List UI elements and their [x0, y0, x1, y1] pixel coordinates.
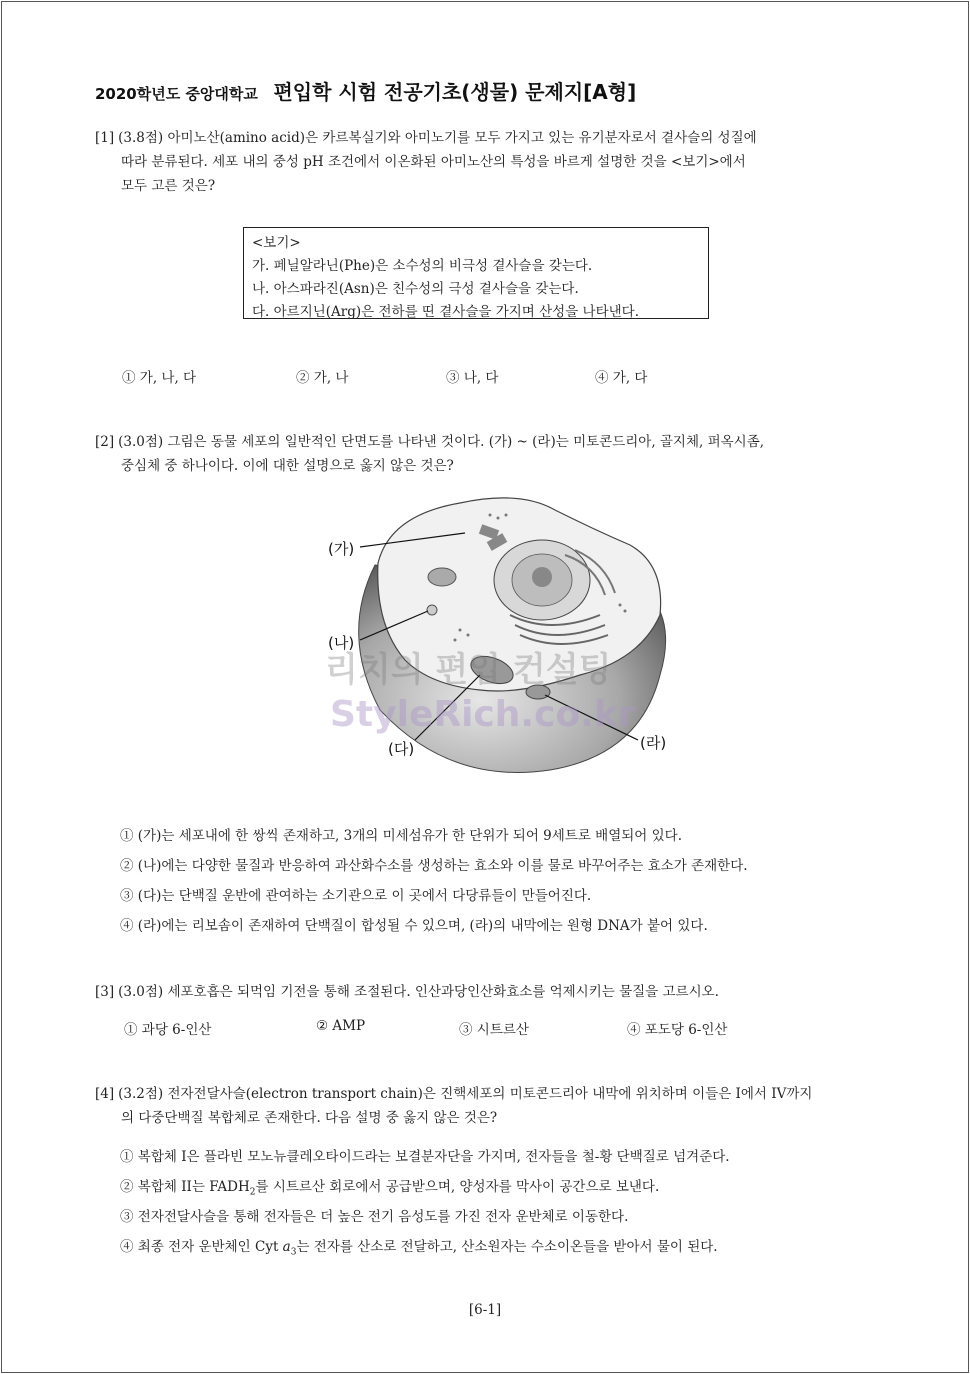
question-text: 의 다중단백질 복합체로 존재한다. 다음 설명 중 옳지 않은 것은? [121, 1110, 498, 1126]
question-text: (3.0점) 세포호흡은 되먹임 기전을 통해 조절된다. 인산과당인산화효소를 억제시키는 물질을 고르시오. [118, 984, 719, 1000]
question-1 [95, 126, 880, 198]
bogi-item: 가. 페닐알라닌(Phe)은 소수성의 비극성 곁사슬을 갖는다. [252, 258, 593, 274]
label-ga: (가) [328, 540, 355, 558]
option-2[interactable]: ② (나)에는 다양한 물질과 반응하여 과산화수소를 생성하는 효소와 이를 물로 바꾸어주는 효소가 존재한다. [120, 858, 748, 874]
option-4[interactable]: ④ (라)에는 리보솜이 존재하여 단백질이 합성될 수 있으며, (라)의 내막에는 원형 DNA가 붙어 있다. [120, 918, 708, 934]
choice-3[interactable]: ③ 나, 다 [446, 370, 499, 386]
exam-header [95, 76, 636, 105]
option-1[interactable]: ① (가)는 세포내에 한 쌍씩 존재하고, 3개의 미세섬유가 한 단위가 되어 9세트로 배열되어 있다. [120, 828, 683, 844]
label-da: (다) [388, 740, 415, 758]
option-3[interactable]: ③ 전자전달사슬을 통해 전자들은 더 높은 전기 음성도를 가진 전자 운반체로 이동한다. [120, 1209, 629, 1225]
option-2[interactable]: ② 복합체 II는 $FADH_2$를 시트르산 회로에서 공급받으며, 양성자를 막사이 공간으로 보낸다. [120, 1179, 660, 1198]
exam-title: 편입학 시험 전공기초(생물) 문제지[A형] [273, 80, 637, 104]
question-number: [3] [95, 984, 115, 1000]
choice-3[interactable]: ③ 시트르산 [459, 1022, 529, 1038]
question-4 [95, 1082, 880, 1130]
exam-subtitle: 2020학년도 중앙대학교 [95, 85, 258, 103]
bogi-title: <보기> [252, 235, 301, 251]
choice-4[interactable]: ④ 포도당 6-인산 [627, 1022, 728, 1038]
bogi-item: 나. 아스파라진(Asn)은 친수성의 극성 곁사슬을 갖는다. [252, 281, 579, 297]
choice-4[interactable]: ④ 가, 다 [595, 370, 648, 386]
choice-2[interactable]: ② AMP [316, 1018, 366, 1034]
watermark-url: StyleRich.co.kr [330, 694, 636, 735]
option-1[interactable]: ① 복합체 I은 플라빈 모노뉴클레오타이드라는 보결분자단을 가지며, 전자들을 철-황 단백질로 넘겨준다. [120, 1149, 730, 1165]
question-text: (3.8점) 아미노산(amino acid)은 카르복실기와 아미노기를 모두 가지고 있는 유기분자로서 곁사슬의 성질에 [118, 130, 757, 146]
question-text: 중심체 중 하나이다. 이에 대한 설명으로 옳지 않은 것은? [121, 458, 454, 474]
question-3 [95, 980, 880, 1004]
choice-2[interactable]: ② 가, 나 [296, 370, 349, 386]
animal-cell-illustration [320, 485, 680, 795]
choice-1[interactable]: ① 가, 나, 다 [122, 370, 197, 386]
option-3[interactable]: ③ (다)는 단백질 운반에 관여하는 소기관으로 이 곳에서 다당류들이 만들어진다. [120, 888, 592, 904]
choice-1[interactable]: ① 과당 6-인산 [124, 1022, 212, 1038]
question-number: [1] [95, 130, 115, 146]
label-ra: (라) [640, 734, 667, 752]
page-number: [6-1] [468, 1302, 502, 1318]
question-text: 따라 분류된다. 세포 내의 중성 pH 조건에서 이온화된 아미노산의 특성을 바르게 설명한 것을 <보기>에서 [121, 154, 746, 170]
option-4[interactable]: ④ 최종 전자 운반체인 Cyt $a_3$는 전자를 산소로 전달하고, 산소원자는 수소이온들을 받아서 물이 된다. [120, 1239, 718, 1258]
question-text: (3.0점) 그림은 동물 세포의 일반적인 단면도를 나타낸 것이다. (가) ~ (라)는 미토콘드리아, 골지체, 퍼옥시좀, [118, 434, 765, 450]
question-2 [95, 430, 880, 478]
question-number: [4] [95, 1086, 115, 1102]
question-number: [2] [95, 434, 115, 450]
bogi-box [243, 227, 709, 319]
question-text: 모두 고른 것은? [121, 178, 216, 194]
watermark-text: 리치의 편입 컨설팅 [325, 650, 612, 690]
question-text: (3.2점) 전자전달사슬(electron transport chain)은 진핵세포의 미토콘드리아 내막에 위치하며 이들은 I에서 IV까지 [118, 1086, 813, 1102]
bogi-item: 다. 아르지닌(Arg)은 전하를 띤 곁사슬을 가지며 산성을 나타낸다. [252, 304, 639, 320]
label-na: (나) [328, 634, 355, 652]
